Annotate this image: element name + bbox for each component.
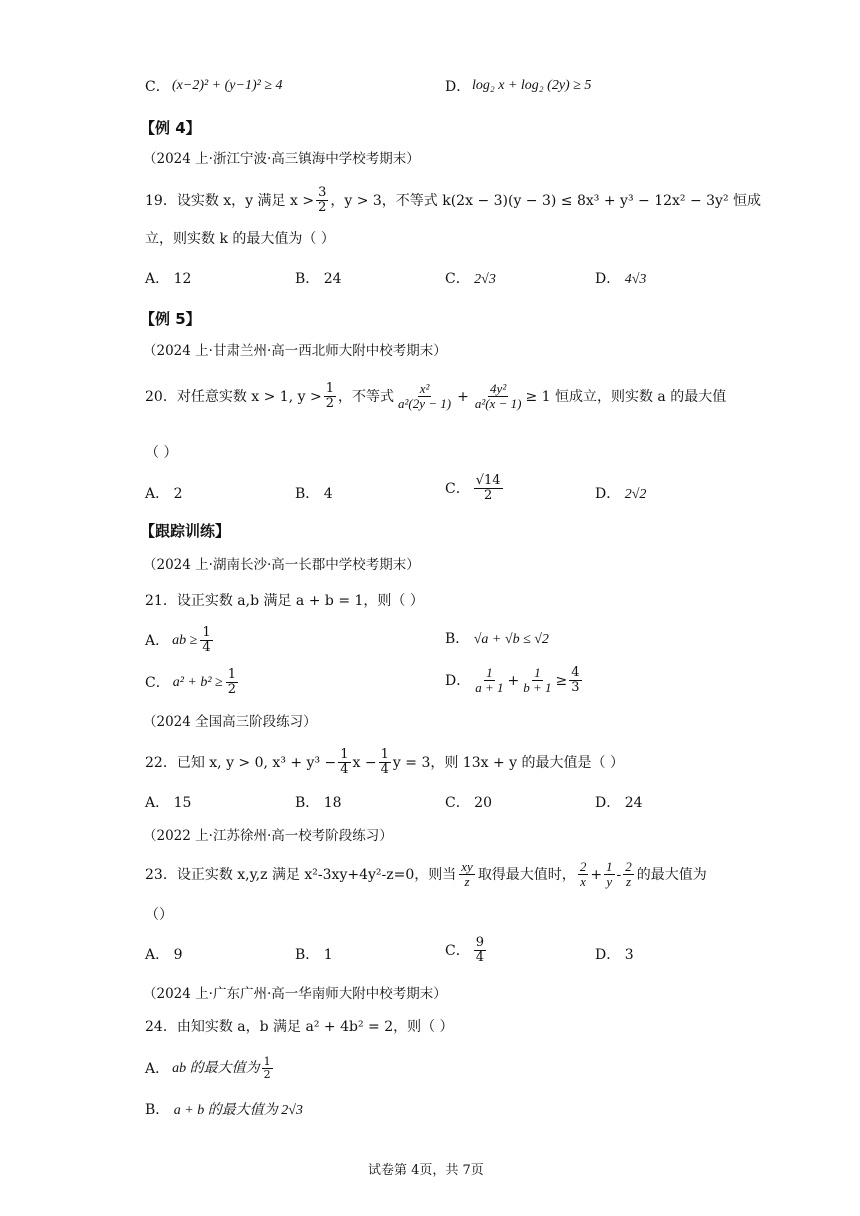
option-value: 24 [624,795,643,811]
fraction-numerator: 2 [625,859,632,874]
option-label: D． [595,486,621,502]
question-source: （2024 上·浙江宁波·高三镇海中学校考期末） [143,151,420,167]
question-23 [145,860,707,890]
fraction [459,860,475,890]
question-24 [145,1020,454,1034]
fraction-denominator: a + 1 [475,680,504,696]
question-number: 23． [145,866,177,883]
question-text: y = 3，则 13x + y 的最大值是（ ） [392,754,624,771]
fraction-denominator: 2 [325,396,334,412]
fraction-denominator: x [580,874,586,890]
fraction-numerator: 1 [606,859,613,874]
option-label: A． [145,271,170,287]
fraction-numerator: 1 [202,625,211,640]
option-label: B． [295,795,320,811]
fraction-denominator: b + 1 [523,680,552,696]
option-text: a² + b² ≥ [172,674,223,690]
option-a [145,626,213,656]
geq-sign: ≥ [555,672,568,689]
option-d [595,796,643,810]
option-d [595,948,634,962]
option-b [295,948,333,962]
option-text: ab 的最大值为 [172,1060,260,1076]
fraction-denominator: z [464,874,470,890]
fraction [262,1056,273,1081]
question-text: 对任意实数 x > 1, y > [176,388,322,405]
page-footer: 试卷第 4页，共 7页 [368,1163,484,1178]
option-label: B． [295,486,320,502]
option-label: B． [295,947,320,963]
option-label: C． [445,942,470,959]
option-a [145,1056,273,1081]
option-label: A． [145,947,170,963]
fraction [473,382,524,412]
question-text: 由知实数 a，b 满足 a² + 4b² = 2，则（ ） [176,1019,454,1035]
option-label: C． [445,480,470,497]
option-a [145,796,191,810]
option-d [595,272,646,287]
fraction-numerator: 1 [325,381,334,396]
fraction-denominator: 2 [227,682,237,698]
option-a [145,272,191,286]
option-label: B． [445,631,470,647]
question-19 [145,186,761,216]
question-number: 24． [145,1019,177,1035]
fraction-denominator: a²(2y − 1) [397,396,452,412]
option-b [145,1103,303,1118]
fraction-numerator: 1 [227,667,237,682]
option-label: B． [295,271,320,287]
option-label: D． [445,672,471,689]
option-c [445,272,496,287]
fraction-denominator: 2 [483,488,493,504]
fraction [474,474,503,504]
option-value: 9 [173,947,183,963]
minus-sign: - [616,866,622,883]
fraction [324,382,336,412]
fraction-denominator: 2 [318,200,327,216]
option-b [295,272,342,286]
question-number: 19． [145,192,177,209]
option-d-expression: log₂ x + log₂ (2y) ≥ 5 [472,78,592,93]
option-label: A． [145,795,170,811]
fraction-numerator: 1 [486,665,493,680]
question-text: ，y > 3，不等式 k(2x − 3)(y − 3) ≤ 8x³ + y³ − 12x² − 3y² 恒成 [330,192,762,209]
fraction-numerator: √14 [475,473,501,488]
fraction [226,668,238,698]
option-label: C． [145,674,170,691]
option-d [445,666,582,696]
fraction-denominator: 3 [571,680,580,696]
option-value: 4√3 [624,272,647,287]
fraction [474,936,486,966]
fraction [396,382,453,412]
question-text-line-2: 立，则实数 k 的最大值为（ ） [145,231,335,247]
question-source: （2022 上·江苏徐州·高一校考阶段练习） [143,828,393,844]
option-value: 15 [173,795,192,811]
option-label: A． [145,486,170,502]
fraction-numerator: 1 [380,747,389,762]
question-number: 22． [145,754,177,771]
option-value: 1 [323,947,333,963]
question-text: 的最大值为 [636,866,707,883]
question-text: 设正实数 x,y,z 满足 x²-3xy+4y²-z=0，则当 [176,866,457,883]
option-c [145,668,238,698]
option-value: √a + √b ≤ √2 [473,632,549,647]
question-text: 设正实数 a,b 满足 a + b = 1，则（ ） [176,593,424,609]
option-c [445,936,486,966]
question-text-line-2: （ ） [145,445,178,461]
fraction [200,626,212,656]
option-text: a + b 的最大值为 2√3 [173,1103,303,1118]
fraction [569,666,581,696]
fraction-denominator: z [626,874,632,890]
fraction-denominator: a²(x − 1) [474,396,522,412]
fraction-numerator: x² [419,381,430,396]
option-d-label: D． [445,79,471,95]
option-a [145,487,183,501]
option-c [445,474,503,504]
question-source: （2024 上·甘肃兰州·高一西北师大附中校考期末） [143,343,447,359]
plus-sign: + [590,866,603,883]
fraction-numerator: 4y² [490,381,507,396]
fraction [623,860,634,890]
question-text: ，不等式 [337,388,394,405]
question-text-line-2: （） [145,907,173,923]
option-label: A． [145,1060,170,1077]
fraction [316,186,328,216]
fraction [521,666,553,696]
fraction-denominator: 4 [202,640,211,656]
fraction-denominator: y [606,874,613,890]
question-text: ≥ 1 恒成立，则实数 a 的最大值 [525,388,727,405]
question-22 [145,748,624,778]
option-value: 4 [323,486,333,502]
fraction-numerator: 9 [475,935,484,950]
option-b [445,632,549,647]
option-c-expression: (x−2)² + (y−1)² ≥ 4 [172,78,283,93]
question-source: （2024 上·湖南长沙·高一长郡中学校考期末） [143,557,420,573]
question-21 [145,594,424,608]
question-text: x − [352,754,377,771]
question-20 [145,382,726,412]
option-value: 2 [173,486,183,502]
option-c [445,796,492,810]
fraction [578,860,589,890]
plus-sign: + [507,672,520,689]
fraction-denominator: 2 [263,1068,271,1082]
option-value: 18 [323,795,342,811]
option-label: C． [445,795,470,811]
fraction-numerator: 2 [579,859,587,874]
fraction-numerator: 3 [318,185,327,200]
question-number: 20． [145,388,177,405]
question-text: 已知 x, y > 0, x³ + y³ − [176,754,337,771]
fraction [604,860,615,890]
option-value: 2√3 [474,272,496,287]
fraction-numerator: 4 [571,665,580,680]
example-4-heading: 【例 4】 [140,119,201,137]
plus-sign: + [457,388,469,405]
question-number: 21． [145,593,177,609]
follow-up-training-heading: 【跟踪训练】 [140,522,231,540]
option-label: C． [445,271,470,287]
fraction-numerator: xy [461,859,473,874]
fraction-numerator: 1 [263,1055,271,1068]
question-text: 取得最大值时， [477,866,576,883]
option-value: 2√2 [624,487,647,502]
fraction-numerator: 1 [534,665,541,680]
fraction-denominator: 4 [380,762,389,778]
fraction [338,748,350,778]
example-5-heading: 【例 5】 [140,310,201,328]
option-a [145,948,183,962]
option-text: ab ≥ [172,632,198,648]
option-label: D． [595,947,621,963]
option-value: 12 [173,271,192,287]
option-value: 24 [323,271,342,287]
question-source: （2024 全国高三阶段练习） [143,714,317,730]
option-c-label: C． [145,79,170,95]
question-source: （2024 上·广东广州·高一华南师大附中校考期末） [143,986,447,1002]
option-label: B． [145,1102,170,1118]
option-label: D． [595,271,621,287]
option-b [295,796,342,810]
fraction [473,666,505,696]
option-d [595,487,646,502]
option-label: A． [145,632,170,649]
fraction-denominator: 4 [475,950,484,966]
fraction-numerator: 1 [340,747,349,762]
fraction-denominator: 4 [340,762,349,778]
option-value: 20 [474,795,492,811]
fraction [379,748,391,778]
question-text: 设实数 x，y 满足 x > [176,192,315,209]
option-label: D． [595,795,621,811]
option-b [295,487,333,501]
option-value: 3 [624,947,634,963]
